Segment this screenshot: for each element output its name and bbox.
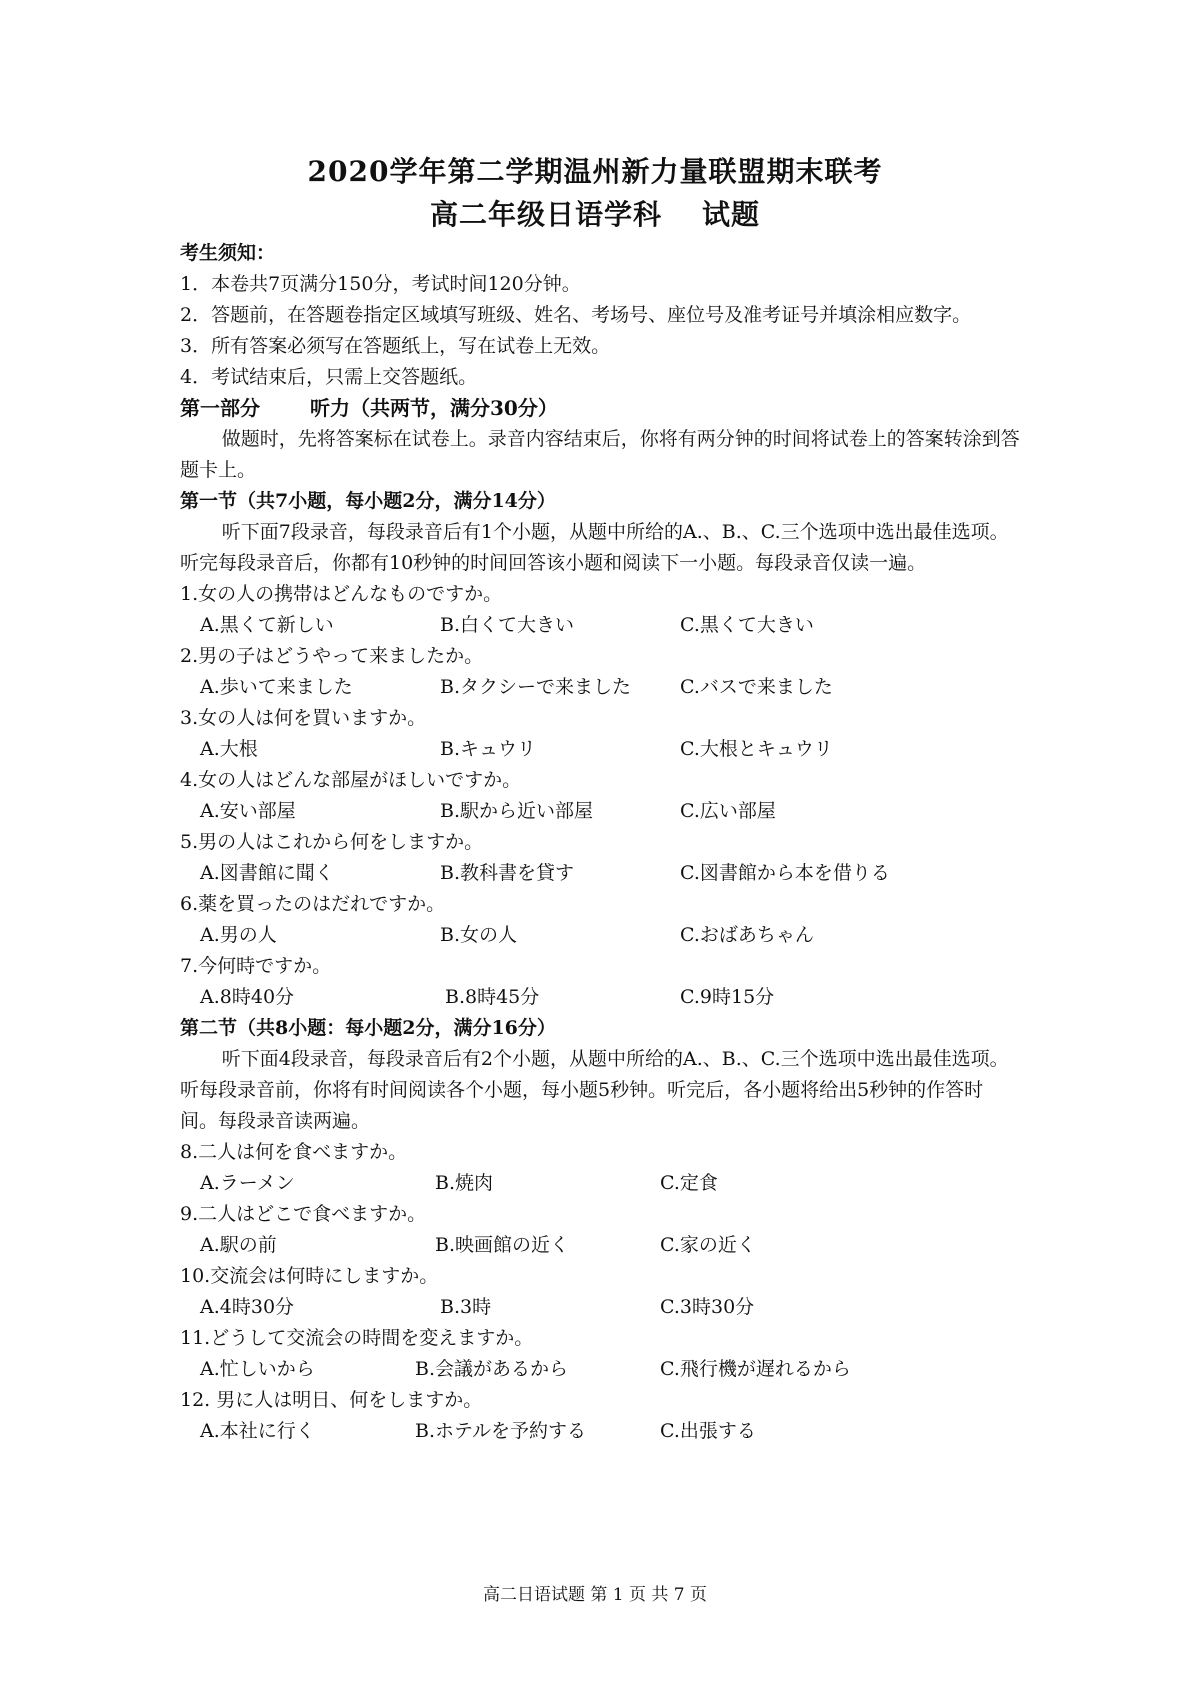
option-b: B.女の人: [440, 924, 518, 946]
section2-heading: 第二节（共8小题：每小题2分，满分16分）: [180, 1017, 556, 1039]
question-text: 12. 男に人は明日、何をしますか。: [180, 1389, 483, 1411]
option-a: A.歩いて来ました: [200, 676, 353, 698]
option-b: B.キュウリ: [440, 738, 537, 760]
question-options: [180, 610, 1020, 641]
option-c: C.家の近く: [660, 1234, 756, 1256]
option-c: C.9時15分: [680, 986, 775, 1008]
question-text: 6.薬を買ったのはだれですか。: [180, 893, 446, 915]
option-c: C.黒くて大きい: [680, 614, 814, 636]
page-footer: 高二日语试题 第 1 页 共 7 页: [482, 1585, 708, 1605]
question-options: [180, 858, 1020, 889]
option-c: C.図書館から本を借りる: [680, 862, 890, 884]
exam-subtitle: [0, 193, 1190, 233]
notice-heading: 考生须知：: [180, 242, 276, 264]
exam-content: [180, 238, 1020, 1447]
question-options: [180, 982, 1020, 1013]
part1-heading-label: 第一部分: [180, 396, 260, 420]
option-c: C.出張する: [660, 1420, 756, 1442]
option-b: B.焼肉: [435, 1172, 494, 1194]
option-a: A.ラーメン: [200, 1172, 295, 1194]
option-c: C.大根とキュウリ: [680, 738, 833, 760]
option-c: C.定食: [660, 1172, 718, 1194]
question-options: [180, 920, 1020, 951]
option-c: C.広い部屋: [680, 800, 776, 822]
part1-heading-title: 听力（共两节，满分30分）: [310, 396, 558, 420]
exam-subtitle-label: 试题: [702, 198, 761, 231]
option-a: A.駅の前: [200, 1234, 277, 1256]
option-b: B.3時: [440, 1296, 492, 1318]
section1-heading: 第一节（共7小题，每小题2分，满分14分）: [180, 490, 556, 512]
option-a: A.図書館に聞く: [200, 862, 334, 884]
question-text: 11.どうして交流会の時間を変えますか。: [180, 1327, 534, 1349]
question-options: [180, 1168, 1020, 1199]
question-options: [180, 1354, 1020, 1385]
option-c: C.3時30分: [660, 1296, 755, 1318]
option-c: C.おばあちゃん: [680, 924, 814, 946]
option-b: B.タクシーで来ました: [440, 676, 632, 698]
option-c: C.バスで来ました: [680, 676, 833, 698]
question-text: 10.交流会は何時にしますか。: [180, 1265, 439, 1287]
notice-item: 4．考试结束后，只需上交答题纸。: [180, 366, 478, 388]
question-options: [180, 734, 1020, 765]
option-a: A.4時30分: [200, 1296, 295, 1318]
question-text: 2.男の子はどうやって来ましたか。: [180, 645, 484, 667]
question-options: [180, 1230, 1020, 1261]
option-c: C.飛行機が遅れるから: [660, 1358, 851, 1380]
exam-title: 2020学年第二学期温州新力量联盟期末联考: [307, 155, 883, 188]
part1-heading: [180, 393, 1020, 424]
option-a: A.大根: [200, 738, 258, 760]
notice-item: 1．本卷共7页满分150分，考试时间120分钟。: [180, 273, 581, 295]
exam-subtitle-grade: 高二年级日语学科: [429, 198, 662, 231]
option-a: A.8時40分: [200, 986, 295, 1008]
question-text: 8.二人は何を食べますか。: [180, 1141, 408, 1163]
option-a: A.安い部屋: [200, 800, 296, 822]
question-text: 7.今何時ですか。: [180, 955, 332, 977]
question-text: 3.女の人は何を買いますか。: [180, 707, 427, 729]
option-b: B.映画館の近く: [435, 1234, 570, 1256]
notice-item: 2．答题前，在答题卷指定区域填写班级、姓名、考场号、座位号及准考证号并填涂相应数字。: [180, 304, 972, 326]
question-options: [180, 1416, 1020, 1447]
question-text: 1.女の人の携帯はどんなものですか。: [180, 583, 503, 605]
part1-intro: 做题时，先将答案标在试卷上。录音内容结束后，你将有两分钟的时间将试卷上的答案转涂到答题卡上。: [180, 428, 1020, 481]
option-b: B.教科書を貸す: [440, 862, 575, 884]
option-b: B.8時45分: [445, 986, 540, 1008]
option-a: A.忙しいから: [200, 1358, 315, 1380]
option-a: A.本社に行く: [200, 1420, 315, 1442]
question-text: 4.女の人はどんな部屋がほしいですか。: [180, 769, 522, 791]
option-b: B.会議があるから: [415, 1358, 569, 1380]
option-b: B.白くて大きい: [440, 614, 575, 636]
option-a: A.黒くて新しい: [200, 614, 334, 636]
section1-intro: 听下面7段录音，每段录音后有1个小题，从题中所给的A.、B.、C.三个选项中选出最佳选项。听完每段录音后，你都有10秒钟的时间回答该小题和阅读下一小题。每段录音仅读一遍。: [180, 521, 1009, 574]
question-text: 5.男の人はこれから何をしますか。: [180, 831, 484, 853]
notice-item: 3．所有答案必须写在答题纸上，写在试卷上无效。: [180, 335, 611, 357]
option-b: B.ホテルを予約する: [415, 1420, 587, 1442]
option-b: B.駅から近い部屋: [440, 800, 594, 822]
option-a: A.男の人: [200, 924, 277, 946]
question-text: 9.二人はどこで食べますか。: [180, 1203, 427, 1225]
section2-intro: 听下面4段录音，每段录音后有2个小题，从题中所给的A.、B.、C.三个选项中选出最佳选项。听每段录音前，你将有时间阅读各个小题，每小题5秒钟。听完后，各小题将给出5秒钟的作答时间。每段录音读两遍。: [180, 1048, 1009, 1132]
question-options: [180, 1292, 1020, 1323]
question-options: [180, 672, 1020, 703]
question-options: [180, 796, 1020, 827]
